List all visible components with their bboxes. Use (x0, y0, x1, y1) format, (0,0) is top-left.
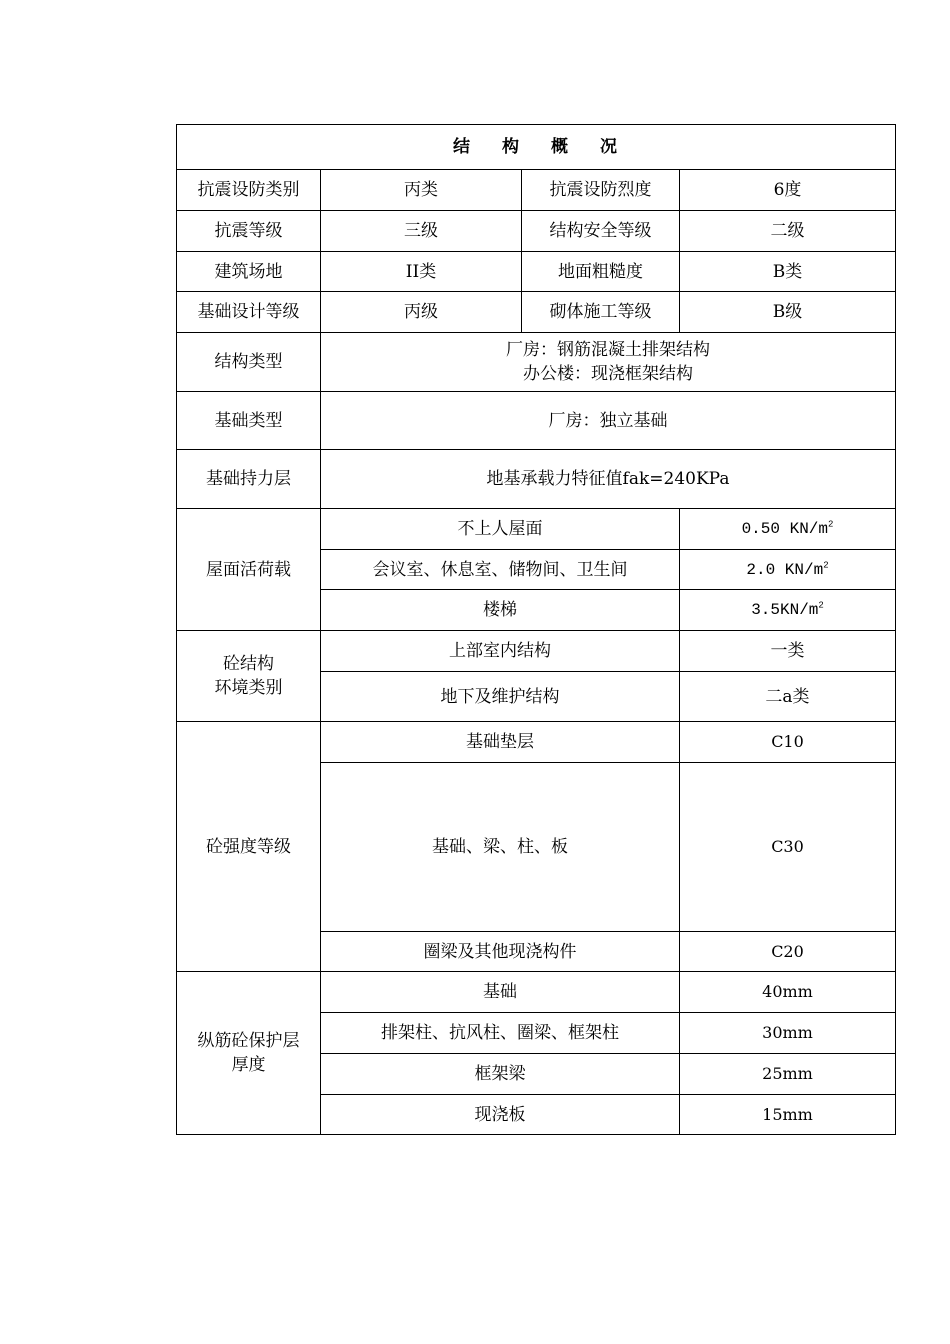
seismic-intensity-value: 6度 (680, 170, 896, 211)
concrete-item: 圈梁及其他现浇构件 (321, 932, 680, 972)
concrete-value: C20 (680, 932, 896, 972)
foundation-type-label: 基础类型 (177, 392, 321, 450)
safety-grade-label: 结构安全等级 (522, 211, 680, 252)
cover-thickness-label-line: 纵筋砼保护层 (197, 1031, 300, 1051)
seismic-grade-label: 抗震等级 (177, 211, 321, 252)
env-item: 地下及维护结构 (321, 672, 680, 722)
roof-load-value: $3.5KN/m^2$ (680, 590, 896, 631)
cover-thickness-label-line: 厚度 (231, 1055, 266, 1075)
seismic-category-label: 抗震设防类别 (177, 170, 321, 211)
site-class-label: 建筑场地 (177, 252, 321, 292)
cover-value: 15mm (680, 1095, 896, 1135)
table-row (177, 252, 896, 292)
bearing-layer-value: 地基承载力特征值fak=240KPa (321, 450, 896, 509)
roof-load-value: 2.0 $KN/m^2$ (680, 550, 896, 590)
ground-roughness-label: 地面粗糙度 (522, 252, 680, 292)
foundation-design-grade-value: 丙级 (321, 292, 522, 333)
safety-grade-value: 二级 (680, 211, 896, 252)
cover-item: 基础 (321, 972, 680, 1013)
seismic-intensity-label: 抗震设防烈度 (522, 170, 680, 211)
roof-load-item: 会议室、休息室、储物间、卫生间 (321, 550, 680, 590)
table-row (177, 450, 896, 509)
concrete-value: C30 (680, 763, 896, 932)
roof-live-load-label: 屋面活荷载 (177, 509, 321, 631)
table-row (177, 509, 896, 550)
concrete-grade-label: 砼强度等级 (177, 722, 321, 972)
foundation-design-grade-label: 基础设计等级 (177, 292, 321, 333)
cover-item: 排架柱、抗风柱、圈梁、框架柱 (321, 1013, 680, 1054)
table-row (177, 392, 896, 450)
env-value: 二a类 (680, 672, 896, 722)
env-category-label-line: 砼结构 (223, 654, 274, 674)
table-title: 结 构 概 况 (177, 125, 896, 170)
table-row (177, 972, 896, 1013)
concrete-item: 基础、梁、柱、板 (321, 763, 680, 932)
seismic-grade-value: 三级 (321, 211, 522, 252)
table-row (177, 722, 896, 763)
foundation-type-value: 厂房：独立基础 (321, 392, 896, 450)
masonry-grade-value: B级 (680, 292, 896, 333)
env-category-label-line: 环境类别 (214, 678, 283, 698)
roof-load-value: 0.50 $KN/m^2$ (680, 509, 896, 550)
cover-thickness-label (177, 972, 321, 1135)
structure-type-value (321, 333, 896, 392)
structure-type-line: 办公楼：现浇框架结构 (523, 364, 693, 384)
bearing-layer-label: 基础持力层 (177, 450, 321, 509)
site-class-value: II类 (321, 252, 522, 292)
env-value: 一类 (680, 631, 896, 672)
masonry-grade-label: 砌体施工等级 (522, 292, 680, 333)
seismic-category-value: 丙类 (321, 170, 522, 211)
ground-roughness-value: B类 (680, 252, 896, 292)
structure-type-label: 结构类型 (177, 333, 321, 392)
cover-value: 25mm (680, 1054, 896, 1095)
table-row (177, 170, 896, 211)
cover-value: 40mm (680, 972, 896, 1013)
cover-value: 30mm (680, 1013, 896, 1054)
roof-load-item: 楼梯 (321, 590, 680, 631)
cover-item: 框架梁 (321, 1054, 680, 1095)
structure-overview-table (176, 124, 896, 1135)
table-row (177, 211, 896, 252)
structure-type-line: 厂房：钢筋混凝土排架结构 (506, 340, 710, 360)
table-row (177, 333, 896, 392)
table-row (177, 631, 896, 672)
env-category-label (177, 631, 321, 722)
concrete-item: 基础垫层 (321, 722, 680, 763)
concrete-value: C10 (680, 722, 896, 763)
env-item: 上部室内结构 (321, 631, 680, 672)
table-row (177, 292, 896, 333)
cover-item: 现浇板 (321, 1095, 680, 1135)
roof-load-item: 不上人屋面 (321, 509, 680, 550)
